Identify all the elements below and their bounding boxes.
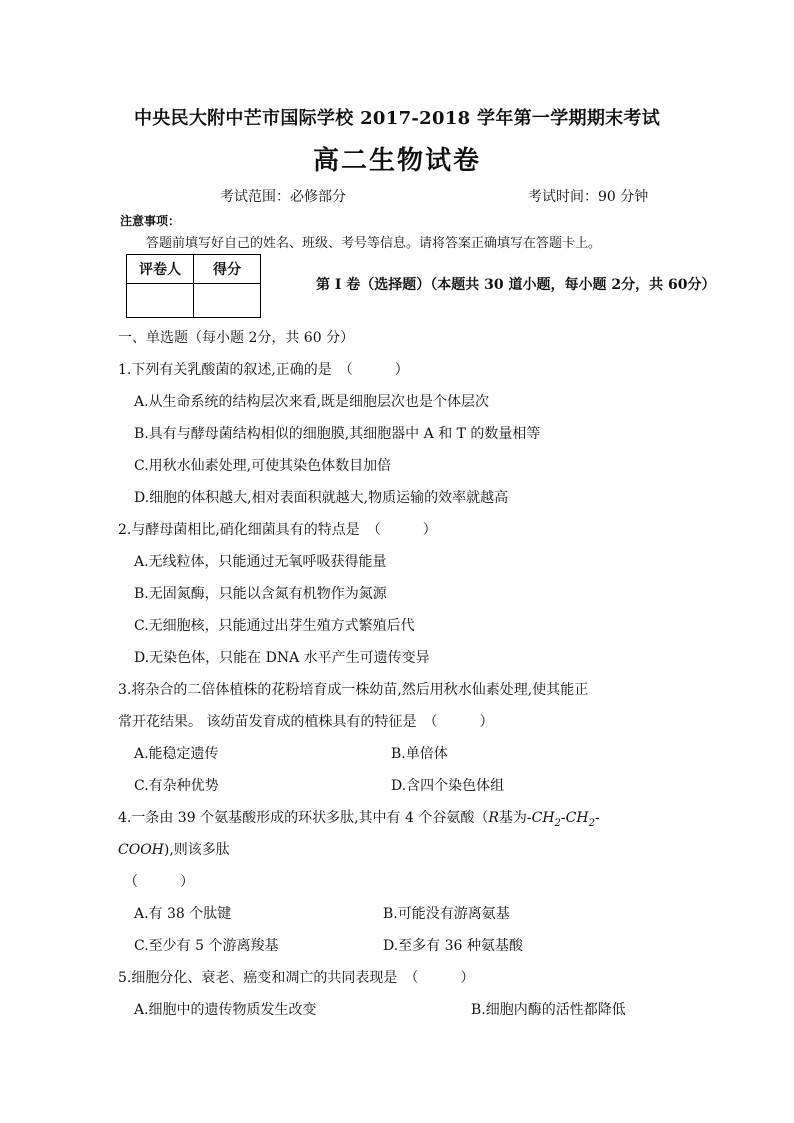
question-4-option-c[interactable]: C.至少有 5 个游离羧基 [134, 938, 279, 954]
question-3-stem-line2: 常开花结果。 该幼苗发育成的植株具有的特征是 （ ） [118, 714, 494, 730]
question-2-option-b[interactable]: B.无固氮酶，只能以含氮有机物作为氮源 [134, 586, 387, 602]
question-2-option-a[interactable]: A.无线粒体，只能通过无氧呼吸获得能量 [134, 554, 387, 570]
question-2-stem: 2.与酵母菌相比,硝化细菌具有的特点是 （ ） [118, 522, 437, 538]
question-3-option-a[interactable]: A.能稳定遗传 [134, 746, 219, 762]
question-4-answer-blank[interactable]: （ ） [124, 874, 194, 890]
question-1-option-b[interactable]: B.具有与酵母菌结构相似的细胞膜,其细胞器中 A 和 T 的数量相等 [134, 426, 541, 442]
question-4-stem-text: 4.一条由 39 个氨基酸形成的环状多肽,其中有 4 个谷氨酸（ [118, 810, 489, 826]
question-4-r-symbol: R [488, 810, 499, 826]
notice-heading: 注意事项： [120, 214, 181, 228]
question-2-option-d[interactable]: D.无染色体，只能在 DNA 水平产生可遗传变异 [134, 650, 430, 666]
question-2-option-c[interactable]: C.无细胞核，只能通过出芽生殖方式繁殖后代 [134, 618, 415, 634]
question-1-option-d[interactable]: D.细胞的体积越大,相对表面积就越大,物质运输的效率就越高 [134, 490, 509, 506]
question-4-formula: $-CH_2-CH_2-$ [526, 810, 600, 829]
exam-scope: 考试范围：必修部分 [220, 189, 346, 205]
question-4-option-d[interactable]: D.至多有 36 种氨基酸 [383, 938, 523, 954]
question-3-stem-line1: 3.将杂合的二倍体植株的花粉培育成一株幼苗,然后用秋水仙素处理,使其能正 [118, 682, 589, 698]
section-title: 第 I 卷（选择题）（本题共 30 道小题，每小题 2分，共 60分） [316, 277, 716, 293]
question-4-stem-text-2: ),则该多肽 [163, 842, 230, 858]
question-3-option-c[interactable]: C.有杂种优势 [134, 778, 219, 794]
score-table-header-score: 得分 [194, 255, 261, 284]
question-4-stem-line2 [118, 839, 230, 859]
question-1-option-c[interactable]: C.用秋水仙素处理,可使其染色体数目加倍 [134, 458, 392, 474]
notice-text: 答题前填写好自己的姓名、班级、考号等信息。请将答案正确填写在答题卡上。 [146, 236, 602, 251]
score-table [126, 254, 261, 318]
question-5-stem: 5.细胞分化、衰老、癌变和凋亡的共同表现是 （ ） [118, 970, 475, 986]
question-4-option-b[interactable]: B.可能没有游离氨基 [383, 906, 510, 922]
exam-time: 考试时间：90 分钟 [528, 189, 649, 205]
exam-title: 高二生物试卷 [312, 146, 481, 176]
question-4-stem-text-b: 基为 [498, 810, 527, 826]
question-1-option-a[interactable]: A.从生命系统的结构层次来看,既是细胞层次也是个体层次 [134, 394, 490, 410]
question-5-option-a[interactable]: A.细胞中的遗传物质发生改变 [134, 1002, 317, 1018]
score-table-header-grader: 评卷人 [127, 255, 194, 284]
question-1-stem: 1.下列有关乳酸菌的叙述,正确的是 （ ） [118, 362, 409, 378]
part-heading: 一、单选题（每小题 2分，共 60 分） [118, 330, 355, 346]
question-3-option-b[interactable]: B.单倍体 [391, 746, 448, 762]
question-3-option-d[interactable]: D.含四个染色体组 [391, 778, 505, 794]
question-5-option-b[interactable]: B.细胞内酶的活性都降低 [471, 1002, 626, 1018]
question-4-formula-cont: COOH [118, 842, 164, 858]
question-4-stem-line1 [118, 807, 600, 829]
score-cell[interactable] [194, 284, 261, 318]
question-4-option-a[interactable]: A.有 38 个肽键 [134, 906, 232, 922]
school-title: 中央民大附中芒市国际学校 2017-2018 学年第一学期期末考试 [133, 108, 661, 129]
grader-cell[interactable] [127, 284, 194, 318]
